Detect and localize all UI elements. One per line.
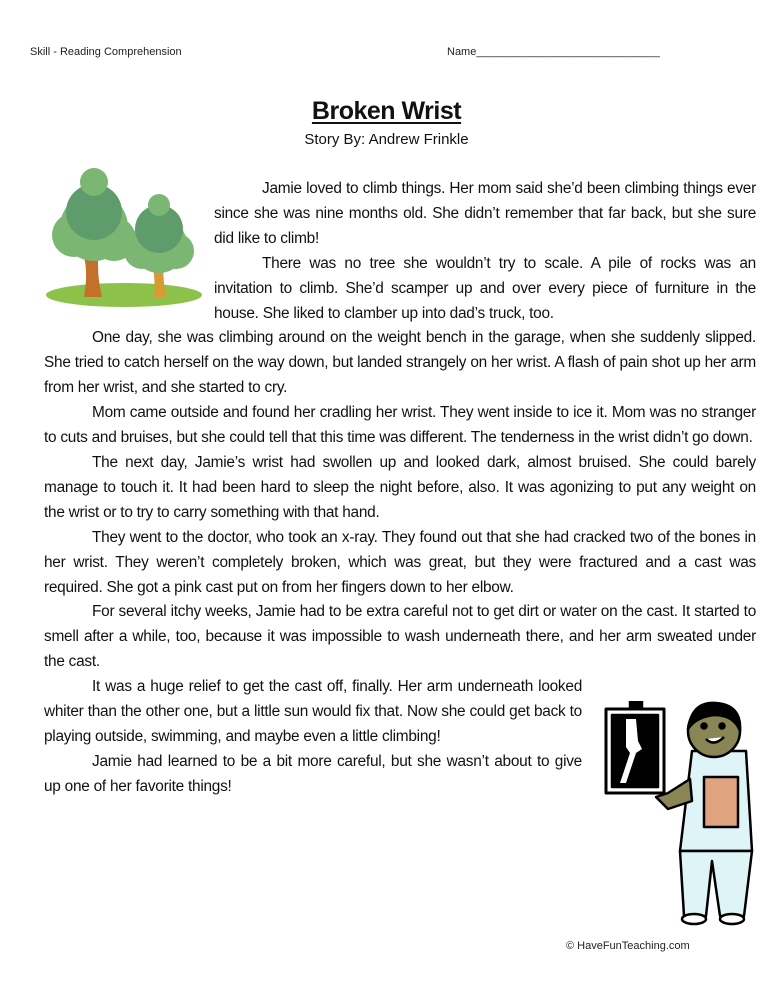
skill-label: Skill - Reading Comprehension xyxy=(30,46,182,58)
name-blank: ______________________________ xyxy=(476,46,660,58)
paragraph: One day, she was climbing around on the weight bench in the garage, when she suddenly slipped. She tried to catch herself on the way down, but landed strangely on her wrist. A flash of pain shot up her arm from her wrist, and she started to cry. xyxy=(44,329,756,397)
paragraph: They went to the doctor, who took an x-ray. They found out that she had cracked two of the bones in her wrist. They weren’t completely broken, which was great, but they were fractured and a cast was required. She got a pink cast put on from her fingers down to her elbow. xyxy=(44,528,756,596)
doctor-xray-icon xyxy=(596,701,756,926)
paragraph: It was a huge relief to get the cast off, finally. Her arm underneath looked whiter than the other one, but a little sun would fix that. Now she could get back to playing outside, swimming, and maybe even a little climbing! xyxy=(44,678,582,745)
byline: Story By: Andrew Frinkle xyxy=(304,131,469,148)
paragraph: Jamie loved to climb things. Her mom said she’d been climbing things ever since she was nine months old. She didn’t remember that far back, but she sure did like to climb! xyxy=(214,180,756,247)
paragraph: Jamie had learned to be a bit more careful, but she wasn’t about to give up one of her favorite things! xyxy=(44,752,582,795)
story-body xyxy=(44,177,756,926)
paragraph: There was no tree she wouldn’t try to scale. A pile of rocks was an invitation to climb. She’d scamper up and over every piece of furniture in the house. She liked to clamber up into dad’s truck, too. xyxy=(214,254,756,322)
name-label: Name xyxy=(447,46,477,58)
paragraph: Mom came outside and found her cradling her wrist. They went inside to ice it. Mom was no stranger to cuts and bruises, but she could tell that this time was different. The tenderness in the wrist didn’t go down. xyxy=(44,404,756,447)
name-field[interactable] xyxy=(447,46,660,58)
page-title: Broken Wrist xyxy=(311,97,462,125)
paragraph: For several itchy weeks, Jamie had to be extra careful not to get dirt or water on the cast. It started to smell after a while, too, because it was impossible to wash underneath there, and her arm sweated under the cast. xyxy=(44,603,756,671)
trees-icon xyxy=(44,157,214,307)
copyright-footer: © HaveFunTeaching.com xyxy=(566,940,690,952)
paragraph: The next day, Jamie’s wrist had swollen up and looked dark, almost bruised. She could barely manage to touch it. It had been hard to sleep the night before, also. It was agonizing to put any weight on the wrist or to try to carry something with that hand. xyxy=(44,453,756,521)
